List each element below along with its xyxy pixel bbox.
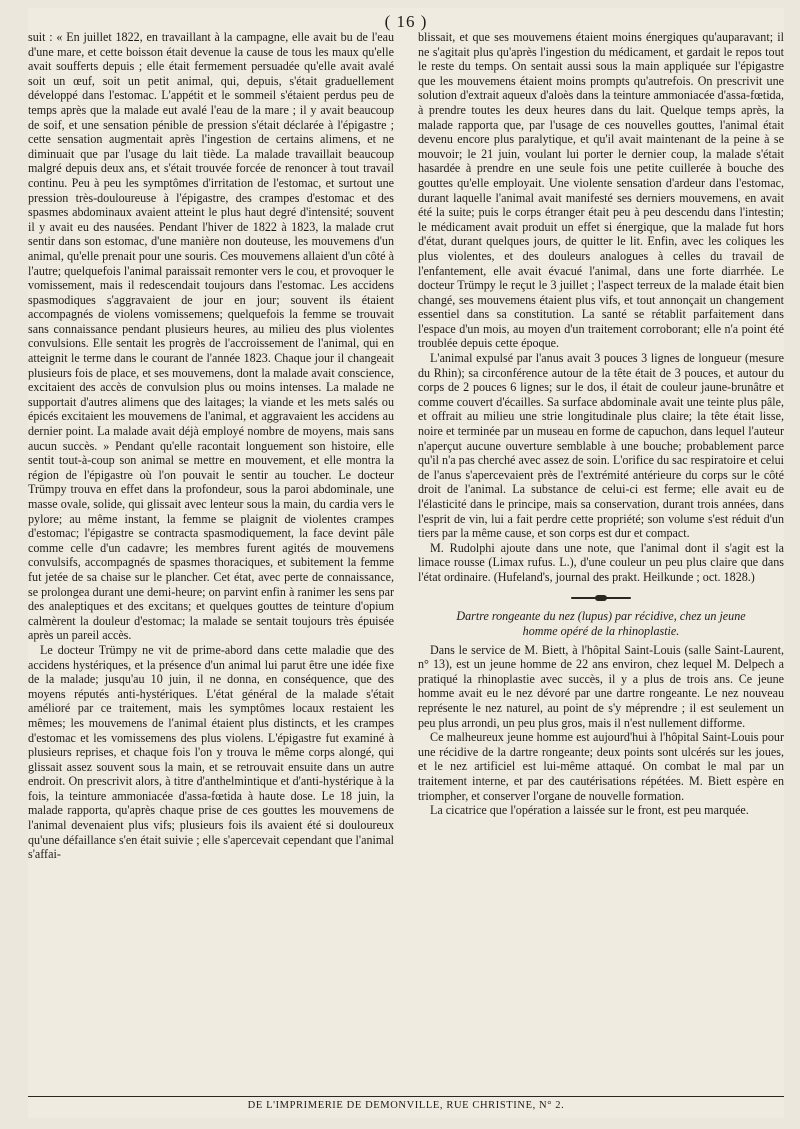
paragraph: M. Rudolphi ajoute dans une note, que l'animal dont il s'agit est la limace rousse (Limax rufus. L.), d'une couleur un peu plus claire que dans l'état ordinaire. (Hufeland's, journal des prakt. Heilkunde ; oct. 1828.) xyxy=(418,540,784,584)
section-title-line: Dartre rongeante du nez (lupus) par récidive, chez un jeune xyxy=(456,608,746,623)
paragraph: La cicatrice que l'opération a laissée sur le front, est peu marquée. xyxy=(430,803,749,818)
paragraph: Ce malheureux jeune homme est aujourd'hui à l'hôpital Saint-Louis pour une récidive de la dartre rongeante; deux points sont ulcérés sur les joues, et le nez artificiel est lui-même attaqué. On combat le mal par un traitement interne, et par des cautérisations répétées. M. Biett espère en triompher, et conserver l'organe de nouvelle formation. xyxy=(418,730,784,803)
paragraph: L'animal expulsé par l'anus avait 3 pouces 3 lignes de longueur (mesure du Rhin); sa circonférence autour de la tête était de 3 pouces, et autour du corps de 2 pouces 6 lignes; sur le dos, il était de couleur jaune-brunâtre et comme couvert d'écailles. Sa surface abdominale avait une teinte plus pâle, et offrait au milieu une strie longitudinale plus claire; la tête était lisse, noire et terminée par un museau en forme de capuchon, dans lequel l'auteur n'aperçut aucune ouverture semblable à une bouche; probablement parce qu'il n'a pas cherché avec assez de soin. L'orifice du sac respiratoire et celui de l'anus s'apercevaient près de l'extrémité antérieure du corps sur le côté droit de l'animal. La substance de celui-ci est ferme; elle avait eu de l'élasticité dans le principe, mais sa conservation, durant trois années, dans l'esprit de vin, lui a fait perdre cette propriété; son volume s'est réduit d'un tiers par la même cause, et son corps est dur et compact. xyxy=(418,351,784,541)
paragraph: Le docteur Trümpy ne vit de prime-abord dans cette maladie que des accidens hystériques, et la présence d'un animal lui parut être une idée fixe de la malade; jusqu'au 10 juin, il ne donna, en conséquence, que des moyens réputés anti-hystériques. L'état général de la malade s'était amélioré par ce traitement, mais les symptômes locaux restaient les mêmes; les mouvemens de l'animal étaient plus distincts, et les crampes d'estomac et les vomissemens des plus violens. L'épigastre fut examiné à plusieurs reprises, et chaque fois l'on y trouva le même corps alongé, qui glissait assez souvent sous la main, et se retrouvait ensuite dans un autre endroit. On prescrivit alors, à titre d'anthelmintique et d'anti-hystérique à la fois, la teinture ammoniacée d'assa-fœtida à haute dose. Le 18 juin, la malade rapporta, qu'après chaque prise de ces gouttes les mouvemens de l'animal devenaient plus vifs; plusieurs fois ils avaient été si douloureux qu'une défaillance s'en était suivie ; elle s'apercevait cependant que l'animal s'affai- xyxy=(28,642,394,862)
paragraph: Dans le service de M. Biett, à l'hôpital Saint-Louis (salle Saint-Laurent, n° 13), est un jeune homme de 22 ans environ, chez lequel M. Delpech a pratiqué la rhinoplastie avec succès, il y a plus de trois ans. Ce jeune homme avait eu le nez dévoré par une dartre rongeante. Le nez nouveau représente le nez naturel, au point de s'y méprendre ; il est seulement un peu plus arrondi, un peu plus gros, mais il n'est nullement difforme. xyxy=(418,642,784,730)
section-title-line: homme opéré de la rhinoplastie. xyxy=(522,623,680,638)
paragraph: suit : « En juillet 1822, en travaillant à la campagne, elle avait bu de l'eau d'une mare, et cette boisson était devenue la cause de tous les maux qu'elle avait soufferts depuis ; elle était fermement persuadée qu'elle avait avalé soit un œuf, soit un petit animal, qui, depuis, s'était graduellement développé dans l'estomac. L'appétit et le sommeil s'étaient perdus peu de temps après que la malade eut avalé l'eau de la mare ; il y avait beaucoup de soif, et une sensation pénible de pression s'était déclarée à l'épigastre ; cette sensation augmentait après l'ingestion de certains alimens, et ne diminuait que par l'usage du lait tiède. La malade travaillait beaucoup malgré depuis deux ans, et s'était trouvée forcée de renoncer à tout travail continu. Peu à peu les symptômes d'irritation de l'estomac, et surtout une pression très-douloureuse à l'épigastre, des crampes d'estomac et des spasmes abdominaux avaient atteint le plus haut degré d'intensité; souvent il y avait eu des nausées. Pendant l'hiver de 1822 à 1823, la malade crut sentir dans son estomac, d'une manière non douteuse, les mouvemens d'un animal, qu'elle prenait pour une souris. Ces mouvemens allaient d'un côté à l'autre; quelquefois l'animal paraissait remonter vers le cou, et provoquer le vomissement, mais il redescendait toujours dans l'estomac. Les accidens spasmodiques s'aggravaient de jour en jour; souvent ils étaient accompagnés de violens vomissemens; quelquefois la femme se trouvait sans connaissance pendant plusieurs heures, au milieu des plus violentes convulsions. Elle sentait les progrès de l'accroissement de l'animal, qui en atteignit le terme dans le courant de l'année 1823. Chaque jour il changeait plusieurs fois de place, et ses mouvemens, dont la malade avait conscience, excitaient des accès de convulsion plus ou moins intenses. La malade ne supportait d'autres alimens que des laitages; la viande et les mets salés ou épicés excitaient les mouvemens de l'animal, et aggravaient les accidens au dernier point. La malade avait déjà employé nombre de moyens, mais sans aucun succès. » Pendant qu'elle racontait longuement son histoire, elle sentit tout-à-coup son animal se mettre en mouvement, et elle montra la région de l'épigastre où l'on pouvait le sentir au toucher. Le docteur Trümpy trouva en effet dans la profondeur, sous la paroi abdominale, une masse ovale, solide, qui glissait avec lenteur sous la main, du cardia vers le pylore; au même instant, la femme se plaignit de violentes crampes d'estomac; l'épigastre se contracta spasmodiquement, la face devint pâle comme celle d'un cadavre; les membres furent agités de mouvemens convulsifs, accompagnés de spasmes thoraciques, et subitement la femme fut jetée de sa chaise sur le plancher. Cet état, avec perte de connaissance, se prolongea durant une demi-heure; on parvint enfin à ranimer les sens par des analeptiques et des excitans; et quelques gouttes de teinture d'opium calmèrent la douleur d'estomac; la malade se sentait toujours très épuisée après un pareil accès. xyxy=(28,30,394,643)
page xyxy=(28,8,784,1118)
footer-rule xyxy=(28,1096,784,1097)
left-column xyxy=(28,30,394,862)
right-column xyxy=(418,30,784,818)
section-title xyxy=(418,609,784,639)
imprint-footer: DE L'IMPRIMERIE DE DEMONVILLE, RUE CHRISTINE, N° 2. xyxy=(247,1100,565,1111)
section-divider xyxy=(571,595,631,601)
paragraph: blissait, et que ses mouvemens étaient moins énergiques qu'auparavant; il ne s'agitait plus qu'après l'ingestion du médicament, et gardait le repos tout le reste du temps. On sentait aussi sous la main appliquée sur l'épigastre que les mouvemens étaient moins prompts qu'autrefois. On prescrivit une solution d'extrait aqueux d'aloès dans la teinture ammoniacée d'assa-fœtida, à prendre toutes les deux heures dans du lait. Quelque temps après, la malade rapporta que, par l'usage de ces nouvelles gouttes, l'animal était devenu encore plus paralytique, et qu'il avait maintenant de la peine à se mouvoir; le 21 juin, voulant lui porter le dernier coup, la malade s'était hasardée à prendre en une seule fois une petite cuillerée à bouche des gouttes qu'elle employait. Une violente sensation d'ardeur dans l'estomac, durant laquelle l'animal avait manifesté ses derniers mouvemens, en avait été la suite; puis le corps étranger était peu à peu descendu dans l'intestin; le médicament avait produit un effet si énergique, que la malade fut hors d'état, durant quelques jours, de quitter le lit. Enfin, avec les coliques les plus violentes, et des douleurs analogues à celles du travail de l'enfantement, elle avait évacué l'animal, dans une forte diarrhée. Le docteur Trümpy le reçut le 3 juillet ; l'aspect terreux de la malade était bien changé, ses mouvemens étaient plus vifs, et tout annonçait un changement essentiel dans sa constitution. La santé se rétablit parfaitement dans l'espace d'un mois, au moyen d'un traitement corroborant; elle n'a point été troublée depuis cette époque. xyxy=(418,30,784,351)
page-number: ( 16 ) xyxy=(384,12,428,31)
